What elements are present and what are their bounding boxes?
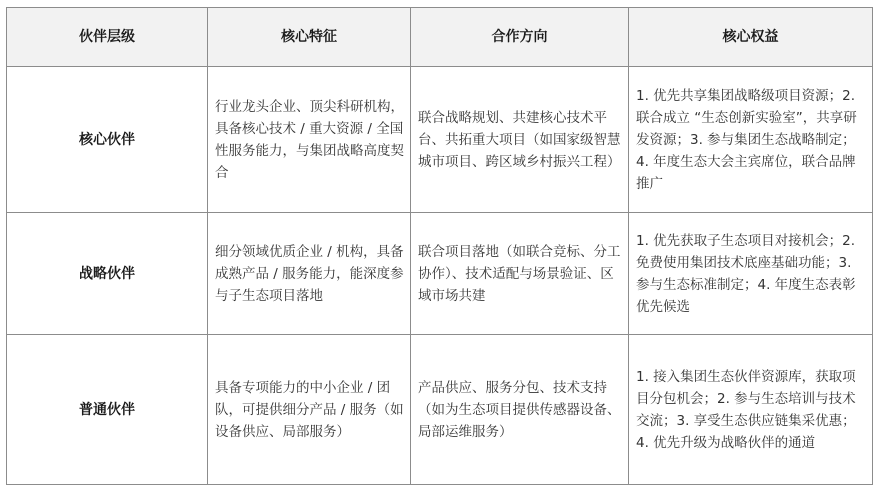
header-partner-level: 伙伴层级 (7, 8, 208, 67)
cell-cooperation-direction: 联合战略规划、共建核心技术平台、共拓重大项目（如国家级智慧城市项目、跨区域乡村振兴工程） (411, 67, 629, 213)
cell-core-features: 具备专项能力的中小企业 / 团队，可提供细分产品 / 服务（如设备供应、局部服务） (208, 335, 411, 485)
header-core-benefits: 核心权益 (629, 8, 873, 67)
cell-core-features: 细分领域优质企业 / 机构，具备成熟产品 / 服务能力，能深度参与子生态项目落地 (208, 213, 411, 335)
cell-core-benefits: 1. 优先获取子生态项目对接机会；2. 免费使用集团技术底座基础功能；3. 参与生态标准制定；4. 年度生态表彰优先候选 (629, 213, 873, 335)
partner-tier-table (6, 7, 873, 485)
header-cooperation-direction: 合作方向 (411, 8, 629, 67)
table-row (7, 335, 873, 485)
table-row (7, 67, 873, 213)
cell-core-features: 行业龙头企业、顶尖科研机构，具备核心技术 / 重大资源 / 全国性服务能力，与集团战略高度契合 (208, 67, 411, 213)
cell-core-benefits: 1. 优先共享集团战略级项目资源；2. 联合成立 “生态创新实验室”，共享研发资源；3. 参与集团生态战略制定；4. 年度生态大会主宾席位，联合品牌推广 (629, 67, 873, 213)
table-header-row (7, 8, 873, 67)
cell-core-benefits: 1. 接入集团生态伙伴资源库，获取项目分包机会；2. 参与生态培训与技术交流；3. 享受生态供应链集采优惠；4. 优先升级为战略伙伴的通道 (629, 335, 873, 485)
cell-cooperation-direction: 产品供应、服务分包、技术支持（如为生态项目提供传感器设备、局部运维服务） (411, 335, 629, 485)
partner-table-container (6, 7, 873, 485)
table-row (7, 213, 873, 335)
cell-cooperation-direction: 联合项目落地（如联合竞标、分工协作）、技术适配与场景验证、区域市场共建 (411, 213, 629, 335)
cell-partner-level: 核心伙伴 (7, 67, 208, 213)
header-core-features: 核心特征 (208, 8, 411, 67)
cell-partner-level: 战略伙伴 (7, 213, 208, 335)
cell-partner-level: 普通伙伴 (7, 335, 208, 485)
